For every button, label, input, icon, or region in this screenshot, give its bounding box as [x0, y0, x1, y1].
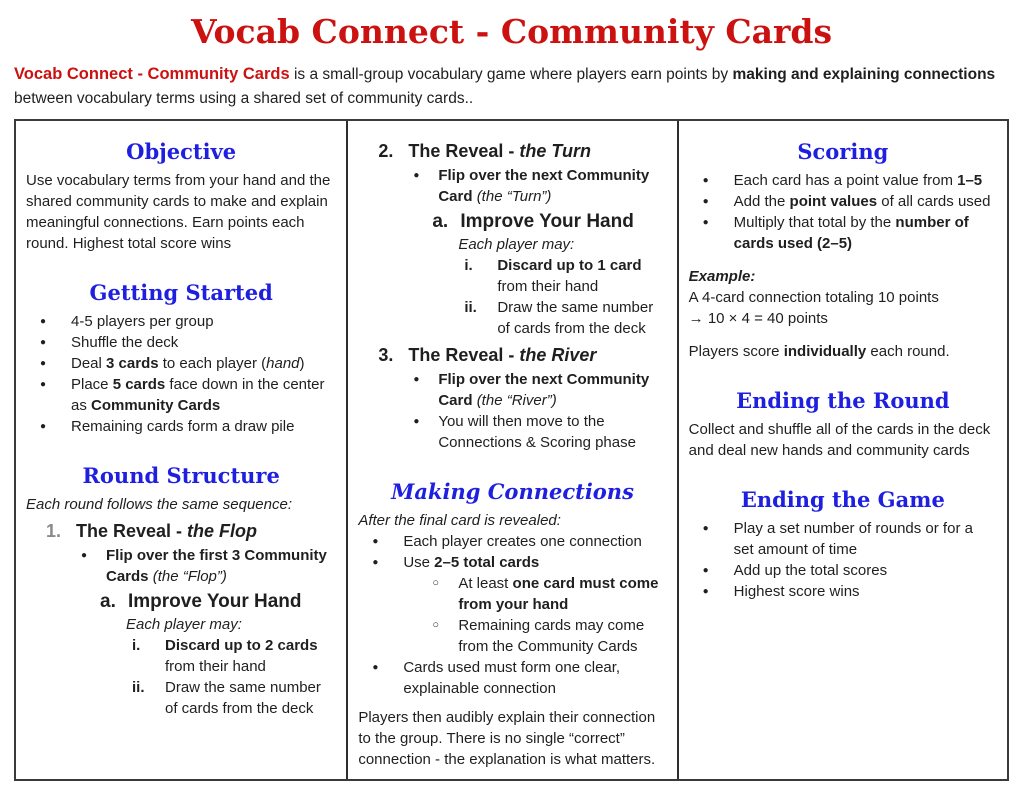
- text-run: Use: [403, 554, 435, 571]
- text-run: Scoring: [797, 139, 889, 164]
- sub-bullet-item: [358, 165, 666, 207]
- paragraph: [689, 341, 997, 362]
- text-run: Use vocabulary terms from your hand and the shared community cards to make and explain meaningful connections. Earn points each round. Highest total score wins: [26, 172, 331, 252]
- text-run: Vocab Connect - Community Cards: [14, 65, 290, 83]
- paragraph: [689, 419, 997, 461]
- list-item-text: [71, 332, 336, 353]
- text-run: Each player may:: [126, 616, 242, 633]
- text-run: Deal: [71, 355, 107, 372]
- list-item-text: [734, 560, 997, 581]
- bullet-item: [689, 560, 997, 581]
- bullet-item: [26, 311, 336, 332]
- text-run: the Flop: [187, 521, 258, 541]
- text-run: Multiply that total by the: [733, 214, 896, 231]
- list-number: ii.: [464, 299, 477, 316]
- letter-item: [26, 589, 336, 614]
- bullet-item: [26, 353, 336, 374]
- text-run: Ending the Round: [736, 388, 950, 413]
- sub-note: [358, 234, 666, 255]
- bullet-icon: ●: [702, 586, 709, 597]
- text-run: Remaining cards form a draw pile: [71, 418, 295, 435]
- text-run: 5 cards: [112, 376, 166, 393]
- list-item-text: [734, 170, 997, 191]
- list-number: ii.: [132, 679, 145, 696]
- section-heading: [689, 139, 997, 165]
- letter-item: [358, 209, 666, 234]
- text-run: between vocabulary terms using a shared set of community cards..: [14, 90, 474, 107]
- text-run: Making Connections: [391, 479, 634, 504]
- list-item-text: [438, 165, 666, 207]
- text-run: (the “Flop”): [152, 568, 227, 585]
- list-item-text: [403, 531, 666, 552]
- text-run: Discard up to 1 card: [497, 257, 642, 274]
- column-middle: [346, 121, 676, 779]
- text-run: face down in the center as: [71, 376, 325, 414]
- roman-item: [358, 255, 666, 297]
- sub-bullet-item: [358, 369, 666, 411]
- text-run: Players score: [688, 343, 784, 360]
- bullet-icon: ●: [40, 358, 47, 369]
- sub-bullet-item: [26, 545, 336, 587]
- circle-bullet-item: [358, 615, 666, 657]
- bullet-item: [689, 581, 997, 602]
- bullet-item: [689, 518, 997, 560]
- text-run: Shuffle the deck: [71, 334, 179, 351]
- circle-bullet-item: [358, 573, 666, 615]
- numbered-item: [358, 139, 666, 164]
- text-run: Flip over the first 3 Community Cards: [106, 547, 327, 585]
- text-run: of all cards used: [877, 193, 991, 210]
- bullet-icon: ●: [702, 565, 709, 576]
- text-run: Objective: [126, 139, 237, 164]
- text-run: Place: [71, 376, 113, 393]
- page-title: Vocab Connect - Community Cards: [190, 12, 833, 51]
- text-run: After the final card is revealed:: [358, 512, 561, 529]
- list-item-text: [403, 552, 666, 573]
- roman-item: [358, 297, 666, 339]
- list-number: a.: [100, 591, 116, 612]
- section-heading: [26, 280, 336, 306]
- text-run: one card must come from your hand: [458, 575, 659, 613]
- bullet-icon: ●: [702, 523, 709, 534]
- text-run: 1–5: [957, 172, 983, 189]
- list-item-text: [71, 353, 336, 374]
- list-item-text: [734, 212, 997, 254]
- text-run: number of cards used (2–5): [733, 214, 969, 252]
- list-number: i.: [464, 257, 473, 274]
- section-heading: [26, 139, 336, 165]
- paragraph: [689, 287, 997, 308]
- bullet-item: [689, 170, 997, 191]
- list-item-text: [71, 374, 336, 416]
- text-run: Flip over the next Community Card: [438, 371, 650, 409]
- bullet-icon: ●: [372, 536, 379, 547]
- list-number: a.: [432, 211, 449, 232]
- list-item-text: [438, 369, 666, 411]
- list-item-text: [497, 297, 666, 339]
- bullet-icon: ●: [413, 374, 420, 385]
- list-item-text: [734, 518, 997, 560]
- list-item-text: [458, 573, 666, 615]
- sub-bullet-item: [358, 411, 666, 453]
- spacer: [26, 254, 336, 266]
- section-heading: [689, 487, 997, 513]
- paragraph: [358, 510, 666, 531]
- paragraph: [689, 308, 997, 329]
- bullet-item: [26, 332, 336, 353]
- bullet-item: [689, 191, 997, 212]
- bullet-icon: ○: [432, 619, 439, 631]
- list-item-text: [458, 615, 666, 657]
- text-run: the River: [519, 345, 597, 365]
- list-item-text: [408, 343, 666, 368]
- list-item-text: [497, 255, 666, 297]
- text-run: Remaining cards may come from the Community Cards: [458, 617, 645, 655]
- text-run: Improve Your Hand: [460, 211, 634, 232]
- text-run: At least: [458, 575, 513, 592]
- text-run: (the “River”): [476, 392, 557, 409]
- text-run: → 10 × 4 = 40 points: [688, 310, 828, 327]
- list-item-text: [408, 139, 666, 164]
- text-run: Cards used must form one clear, explainable connection: [403, 659, 621, 697]
- list-item-text: [460, 209, 666, 234]
- list-item-text: [165, 635, 336, 677]
- list-number: 1.: [46, 521, 62, 541]
- text-run: Add up the total scores: [733, 562, 888, 579]
- section-heading: [689, 388, 997, 414]
- bullet-item: [358, 552, 666, 573]
- rules-table: [14, 119, 1009, 781]
- text-run: 2–5 total cards: [434, 554, 540, 571]
- intro-paragraph: [14, 62, 1009, 111]
- bullet-icon: ●: [40, 316, 47, 327]
- spacer: [689, 461, 997, 473]
- list-item-text: [106, 545, 336, 587]
- text-run: Ending the Game: [740, 487, 945, 512]
- text-run: Players then audibly explain their connection to the group. There is no single “correct” connection - the explanation is what matters.: [358, 709, 656, 768]
- text-run: individually: [783, 343, 867, 360]
- text-run: hand: [266, 355, 300, 372]
- text-run: 4-5 players per group: [71, 313, 214, 330]
- text-run: Add the: [733, 193, 790, 210]
- text-run: The Reveal -: [408, 345, 520, 365]
- text-run: You will then move to the Connections & Scoring phase: [438, 413, 636, 451]
- list-number: 2.: [378, 141, 394, 161]
- text-run: Each round follows the same sequence:: [26, 496, 292, 513]
- text-run: Highest score wins: [733, 583, 860, 600]
- text-run: The Reveal -: [76, 521, 188, 541]
- text-run: Each player creates one connection: [403, 533, 642, 550]
- text-run: A 4-card connection totaling 10 points: [688, 289, 939, 306]
- column-right: [677, 121, 1007, 779]
- section-heading: [26, 463, 336, 489]
- numbered-item: [358, 343, 666, 368]
- numbered-item: [26, 519, 336, 544]
- spacer: [689, 254, 997, 266]
- list-item-text: [71, 311, 336, 332]
- list-number: 3.: [378, 345, 394, 365]
- bullet-icon: ●: [702, 196, 709, 207]
- list-item-text: [403, 657, 666, 699]
- text-run: (the “Turn”): [476, 188, 552, 205]
- text-run: Community Cards: [91, 397, 221, 414]
- list-item-text: [71, 416, 336, 437]
- list-item-text: [128, 589, 336, 614]
- text-run: Each player may:: [458, 236, 575, 253]
- paragraph: [689, 266, 997, 287]
- text-run: Flip over the next Community Card: [438, 167, 650, 205]
- bullet-item: [358, 657, 666, 699]
- bullet-icon: ○: [432, 577, 439, 589]
- bullet-icon: ●: [413, 170, 420, 181]
- spacer: [358, 453, 666, 465]
- bullet-item: [358, 531, 666, 552]
- text-run: to each player (: [158, 355, 267, 372]
- bullet-item: [26, 374, 336, 416]
- bullet-icon: ●: [372, 557, 379, 568]
- bullet-icon: ●: [413, 416, 420, 427]
- bullet-item: [689, 212, 997, 254]
- text-run: from their hand: [497, 278, 599, 295]
- text-run: the Turn: [519, 141, 592, 161]
- text-run: making and explaining connections: [732, 66, 996, 83]
- text-run: ): [299, 355, 305, 372]
- paragraph: [26, 170, 336, 254]
- text-run: is a small-group vocabulary game where players earn points by: [289, 66, 733, 83]
- text-run: from their hand: [165, 658, 266, 675]
- bullet-icon: ●: [702, 175, 709, 186]
- text-run: point values: [789, 193, 878, 210]
- text-run: Round Structure: [82, 463, 280, 488]
- bullet-icon: ●: [40, 421, 47, 432]
- text-run: The Reveal -: [408, 141, 520, 161]
- list-item-text: [165, 677, 336, 719]
- roman-item: [26, 677, 336, 719]
- text-run: Example:: [688, 268, 756, 285]
- paragraph: [26, 494, 336, 515]
- text-run: Play a set number of rounds or for a set amount of time: [733, 520, 973, 558]
- spacer: [26, 437, 336, 449]
- text-run: Draw the same number of cards from the deck: [497, 299, 654, 337]
- text-run: Each card has a point value from: [733, 172, 958, 189]
- text-run: each round.: [866, 343, 950, 360]
- text-run: Getting Started: [89, 280, 273, 305]
- text-run: Draw the same number of cards from the deck: [165, 679, 321, 717]
- bullet-icon: ●: [81, 550, 88, 561]
- column-left: [16, 121, 346, 779]
- text-run: Collect and shuffle all of the cards in the deck and deal new hands and community cards: [688, 421, 991, 459]
- spacer: [689, 329, 997, 341]
- bullet-icon: ●: [372, 662, 379, 673]
- list-item-text: [76, 519, 336, 544]
- bullet-icon: ●: [40, 337, 47, 348]
- text-run: 3 cards: [106, 355, 159, 372]
- list-item-text: [734, 581, 997, 602]
- bullet-icon: ●: [40, 379, 47, 390]
- text-run: Discard up to 2 cards: [165, 637, 318, 654]
- text-run: Improve Your Hand: [128, 591, 302, 612]
- list-item-text: [734, 191, 997, 212]
- list-number: i.: [132, 637, 141, 654]
- bullet-item: [26, 416, 336, 437]
- sub-note: [26, 614, 336, 635]
- list-item-text: [438, 411, 666, 453]
- spacer: [689, 362, 997, 374]
- paragraph: [358, 707, 666, 770]
- section-heading: [358, 479, 666, 505]
- bullet-icon: ●: [702, 217, 709, 228]
- roman-item: [26, 635, 336, 677]
